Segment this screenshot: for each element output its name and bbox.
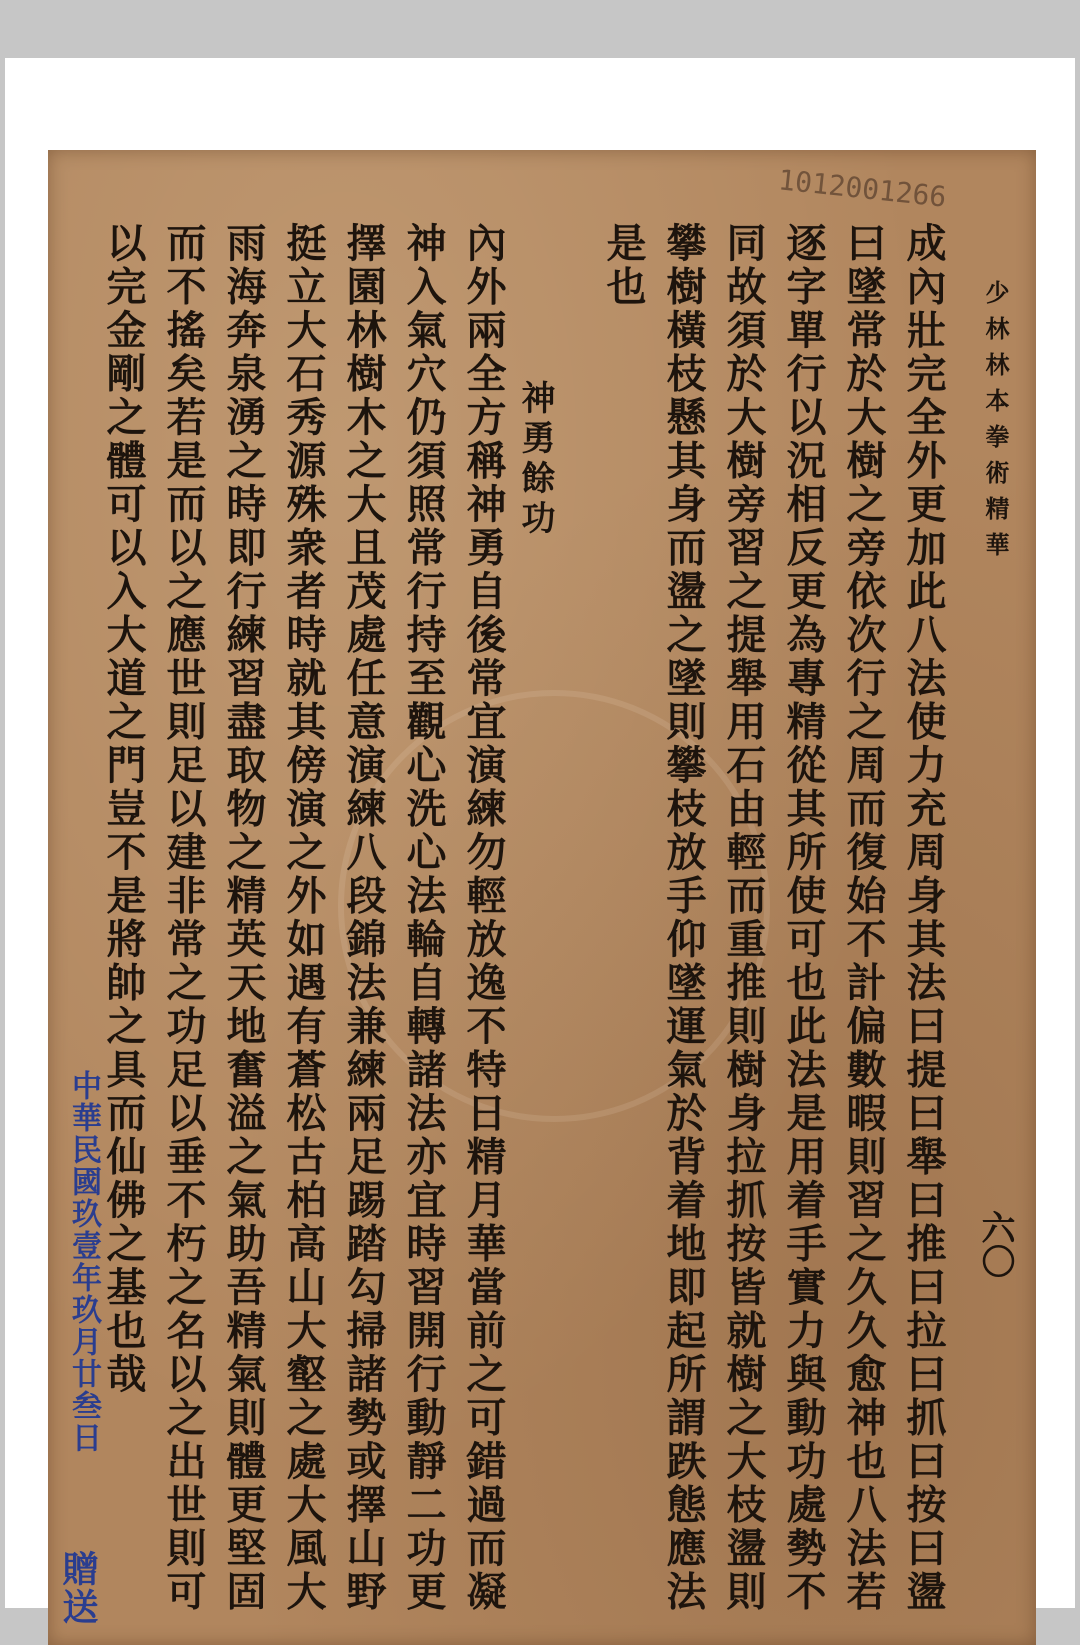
text-column-2: 曰墜常於大樹之旁依次行之周而復始不計偏數暇則習之久久愈神也八法若 bbox=[840, 222, 887, 1614]
text-column-8: 神入氣穴仍須照常行持至觀心洗心法輪自轉諸法亦宜時習開行動靜二功更 bbox=[400, 222, 447, 1614]
text-column-6: 是也 bbox=[600, 222, 647, 309]
text-column-10: 挺立大石秀源殊衆者時就其傍演之外如遇有蒼松古柏高山大壑之處大風大 bbox=[280, 222, 327, 1614]
viewer-frame bbox=[5, 58, 1075, 1626]
text-column-4: 同故須於大樹旁習之提舉用石由輕而重推則樹身拉抓按皆就樹之大枝盪則 bbox=[720, 222, 767, 1614]
text-column-13: 以完金剛之體可以入大道之門豈不是將帥之具而仙佛之基也哉 bbox=[100, 222, 147, 1397]
text-column-12: 而不搖矣若是而以之應世則足以建非常之功足以垂不朽之名以之出世則可 bbox=[160, 222, 207, 1614]
text-column-5: 攀樹橫枝懸其身而盪之墜則攀枝放手仰墜運氣於背着地即起所謂跌態應法 bbox=[660, 222, 707, 1614]
date-stamp: 中華民國玖壹年玖月廿叁日 bbox=[66, 1070, 101, 1454]
scanned-page bbox=[48, 150, 1036, 1645]
section-heading: 神勇餘功 bbox=[515, 380, 555, 540]
page-number: 六〇 bbox=[975, 1210, 1015, 1278]
archive-mark: 1012001266 bbox=[776, 163, 948, 214]
header-title: 少林林本拳術精華 bbox=[981, 280, 1010, 568]
text-column-11: 雨海奔泉湧之時即行練習盡取物之精英天地奮溢之氣助吾精氣則體更堅固 bbox=[220, 222, 267, 1614]
text-column-1: 成內壯完全外更加此八法使力充周身其法曰提曰舉曰推曰拉曰抓曰按曰盪 bbox=[900, 222, 947, 1614]
text-column-7: 內外兩全方稱神勇自後常宜演練勿輕放逸不特日精月華當前之可錯過而凝 bbox=[460, 222, 507, 1614]
donation-stamp: 贈送 bbox=[57, 1550, 99, 1626]
text-column-9: 擇園林樹木之大且茂處任意演練八段錦法兼練兩足踢踏勾掃諸勢或擇山野 bbox=[340, 222, 387, 1614]
text-column-3: 逐字單行以況相反更為專精從其所使可也此法是用着手實力與動功處勢不 bbox=[780, 222, 827, 1614]
